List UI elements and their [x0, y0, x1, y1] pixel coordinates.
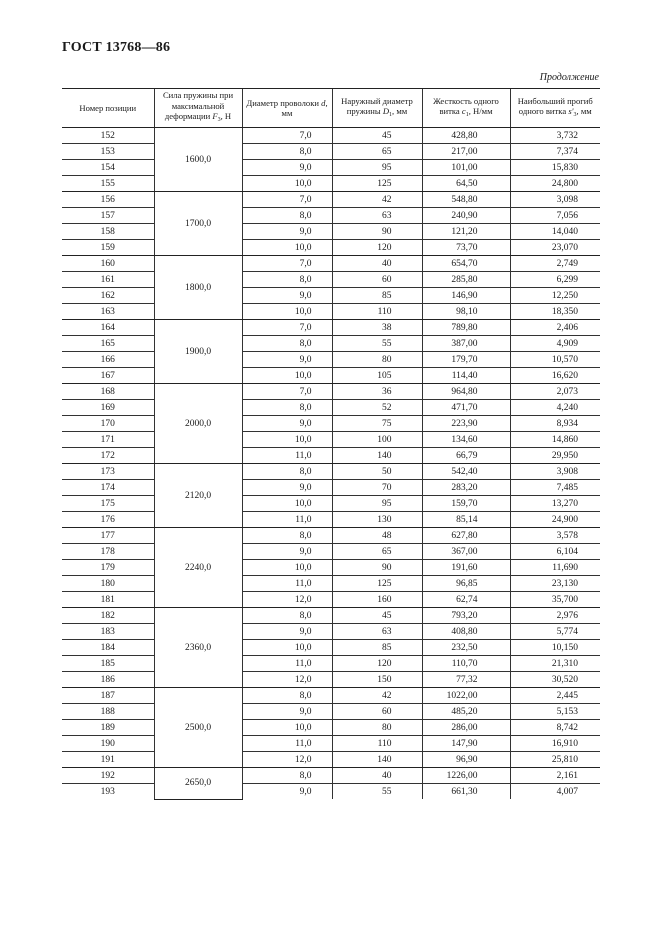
document-title: ГОСТ 13768—86 [62, 40, 171, 55]
outer-diameter-cell: 95 [332, 160, 422, 176]
position-cell: 154 [62, 160, 154, 176]
stiffness-cell: 147,90 [422, 736, 510, 752]
wire-diameter-cell: 10,0 [242, 240, 332, 256]
stiffness-cell: 110,70 [422, 656, 510, 672]
wire-diameter-cell: 8,0 [242, 400, 332, 416]
outer-diameter-cell: 95 [332, 496, 422, 512]
stiffness-cell: 232,50 [422, 640, 510, 656]
outer-diameter-cell: 45 [332, 128, 422, 144]
deflection-cell: 14,040 [510, 224, 600, 240]
outer-diameter-cell: 105 [332, 368, 422, 384]
deflection-cell: 2,406 [510, 320, 600, 336]
stiffness-cell: 627,80 [422, 528, 510, 544]
stiffness-cell: 98,10 [422, 304, 510, 320]
wire-diameter-cell: 8,0 [242, 608, 332, 624]
outer-diameter-cell: 38 [332, 320, 422, 336]
deflection-cell: 24,800 [510, 176, 600, 192]
outer-diameter-cell: 140 [332, 752, 422, 768]
wire-diameter-cell: 8,0 [242, 768, 332, 784]
outer-diameter-cell: 70 [332, 480, 422, 496]
deflection-cell: 2,073 [510, 384, 600, 400]
position-cell: 167 [62, 368, 154, 384]
position-cell: 189 [62, 720, 154, 736]
deflection-cell: 2,161 [510, 768, 600, 784]
position-cell: 180 [62, 576, 154, 592]
outer-diameter-cell: 110 [332, 304, 422, 320]
position-cell: 169 [62, 400, 154, 416]
table-row [62, 192, 600, 208]
deflection-cell: 4,007 [510, 784, 600, 800]
outer-diameter-cell: 85 [332, 640, 422, 656]
stiffness-cell: 217,00 [422, 144, 510, 160]
deflection-cell: 3,098 [510, 192, 600, 208]
position-cell: 161 [62, 272, 154, 288]
deflection-cell: 6,104 [510, 544, 600, 560]
wire-diameter-cell: 11,0 [242, 656, 332, 672]
position-cell: 178 [62, 544, 154, 560]
outer-diameter-cell: 75 [332, 416, 422, 432]
table-row [62, 480, 600, 496]
stiffness-cell: 286,00 [422, 720, 510, 736]
deflection-cell: 8,934 [510, 416, 600, 432]
outer-diameter-cell: 120 [332, 656, 422, 672]
wire-diameter-cell: 11,0 [242, 736, 332, 752]
wire-diameter-cell: 8,0 [242, 464, 332, 480]
wire-diameter-cell: 10,0 [242, 176, 332, 192]
spring-spec-table [62, 88, 600, 800]
table-row [62, 496, 600, 512]
deflection-cell: 21,310 [510, 656, 600, 672]
outer-diameter-cell: 85 [332, 288, 422, 304]
stiffness-cell: 548,80 [422, 192, 510, 208]
deflection-cell: 24,900 [510, 512, 600, 528]
position-cell: 174 [62, 480, 154, 496]
outer-diameter-cell: 150 [332, 672, 422, 688]
deflection-cell: 4,240 [510, 400, 600, 416]
position-cell: 162 [62, 288, 154, 304]
table-row [62, 752, 600, 768]
position-cell: 186 [62, 672, 154, 688]
position-cell: 163 [62, 304, 154, 320]
wire-diameter-cell: 8,0 [242, 144, 332, 160]
table-row [62, 656, 600, 672]
wire-diameter-cell: 10,0 [242, 496, 332, 512]
wire-diameter-cell: 8,0 [242, 272, 332, 288]
position-cell: 183 [62, 624, 154, 640]
wire-diameter-cell: 9,0 [242, 704, 332, 720]
deflection-cell: 2,749 [510, 256, 600, 272]
deflection-cell: 23,130 [510, 576, 600, 592]
outer-diameter-cell: 140 [332, 448, 422, 464]
wire-diameter-cell: 9,0 [242, 544, 332, 560]
deflection-cell: 5,774 [510, 624, 600, 640]
header-deflection: Наибольший прогиб одного витка $s'_3$, мм [510, 89, 600, 128]
table-row [62, 384, 600, 400]
wire-diameter-cell: 12,0 [242, 592, 332, 608]
wire-diameter-cell: 10,0 [242, 720, 332, 736]
position-cell: 159 [62, 240, 154, 256]
stiffness-cell: 542,40 [422, 464, 510, 480]
table-row [62, 768, 600, 784]
table-row [62, 624, 600, 640]
deflection-cell: 29,950 [510, 448, 600, 464]
stiffness-cell: 77,32 [422, 672, 510, 688]
deflection-cell: 16,620 [510, 368, 600, 384]
table-row [62, 208, 600, 224]
outer-diameter-cell: 90 [332, 224, 422, 240]
table-row [62, 224, 600, 240]
outer-diameter-cell: 120 [332, 240, 422, 256]
stiffness-cell: 64,50 [422, 176, 510, 192]
stiffness-cell: 114,40 [422, 368, 510, 384]
outer-diameter-cell: 63 [332, 624, 422, 640]
stiffness-cell: 191,60 [422, 560, 510, 576]
outer-diameter-cell: 125 [332, 576, 422, 592]
deflection-cell: 23,070 [510, 240, 600, 256]
table-row [62, 720, 600, 736]
wire-diameter-cell: 12,0 [242, 752, 332, 768]
stiffness-cell: 367,00 [422, 544, 510, 560]
position-cell: 193 [100, 786, 115, 797]
deflection-cell: 3,908 [510, 464, 600, 480]
table-row [62, 368, 600, 384]
stiffness-cell: 62,74 [422, 592, 510, 608]
stiffness-cell: 654,70 [422, 256, 510, 272]
stiffness-cell: 73,70 [422, 240, 510, 256]
stiffness-cell: 96,90 [422, 752, 510, 768]
stiffness-cell: 121,20 [422, 224, 510, 240]
stiffness-cell: 387,00 [422, 336, 510, 352]
table-row [62, 288, 600, 304]
stiffness-cell: 159,70 [422, 496, 510, 512]
force-cell: 2500,0 [154, 688, 242, 768]
outer-diameter-cell: 160 [332, 592, 422, 608]
table-row [62, 544, 600, 560]
force-cell: 2120,0 [154, 464, 242, 528]
table-row [62, 144, 600, 160]
deflection-cell: 7,056 [510, 208, 600, 224]
outer-diameter-cell: 55 [332, 784, 422, 800]
wire-diameter-cell: 9,0 [242, 480, 332, 496]
outer-diameter-cell: 42 [332, 192, 422, 208]
table-row [62, 160, 600, 176]
table-row [62, 256, 600, 272]
stiffness-cell: 240,90 [422, 208, 510, 224]
wire-diameter-cell: 7,0 [242, 256, 332, 272]
table-row [62, 336, 600, 352]
outer-diameter-cell: 80 [332, 720, 422, 736]
table-row [62, 784, 600, 800]
table-row [62, 416, 600, 432]
wire-diameter-cell: 10,0 [242, 432, 332, 448]
deflection-cell: 11,690 [510, 560, 600, 576]
table-row [62, 672, 600, 688]
stiffness-cell: 101,00 [422, 160, 510, 176]
table-row [62, 576, 600, 592]
deflection-cell: 8,742 [510, 720, 600, 736]
outer-diameter-cell: 125 [332, 176, 422, 192]
position-cell: 153 [62, 144, 154, 160]
table-header [62, 89, 600, 128]
table-row [62, 320, 600, 336]
position-cell: 165 [62, 336, 154, 352]
wire-diameter-cell: 11,0 [242, 448, 332, 464]
position-cell: 155 [62, 176, 154, 192]
position-cell: 166 [62, 352, 154, 368]
position-cell: 185 [62, 656, 154, 672]
deflection-cell: 2,976 [510, 608, 600, 624]
deflection-cell: 7,485 [510, 480, 600, 496]
stiffness-cell: 428,80 [422, 128, 510, 144]
position-cell: 182 [62, 608, 154, 624]
deflection-cell: 4,909 [510, 336, 600, 352]
stiffness-cell: 283,20 [422, 480, 510, 496]
stiffness-cell: 223,90 [422, 416, 510, 432]
header-position: Номер позиции [62, 89, 154, 128]
header-stiffness: Жесткость одного витка $c_1$, Н/мм [422, 89, 510, 128]
wire-diameter-cell: 9,0 [242, 784, 332, 800]
wire-diameter-cell: 11,0 [242, 576, 332, 592]
table-body [62, 128, 600, 800]
wire-diameter-cell: 10,0 [242, 560, 332, 576]
stiffness-cell: 793,20 [422, 608, 510, 624]
deflection-cell: 35,700 [510, 592, 600, 608]
wire-diameter-cell: 10,0 [242, 304, 332, 320]
wire-diameter-cell: 7,0 [242, 192, 332, 208]
stiffness-cell: 179,70 [422, 352, 510, 368]
table-row [62, 704, 600, 720]
position-cell: 160 [62, 256, 154, 272]
position-cell: 190 [62, 736, 154, 752]
position-cell: 156 [62, 192, 154, 208]
stiffness-cell: 471,70 [422, 400, 510, 416]
deflection-cell: 6,299 [510, 272, 600, 288]
position-cell: 192 [62, 768, 154, 784]
table-row [62, 432, 600, 448]
stiffness-cell: 408,80 [422, 624, 510, 640]
header-row [62, 89, 600, 128]
stiffness-cell: 96,85 [422, 576, 510, 592]
position-cell: 171 [62, 432, 154, 448]
wire-diameter-cell: 8,0 [242, 688, 332, 704]
deflection-cell: 18,350 [510, 304, 600, 320]
header-wire-diameter: Диаметр проволоки d, мм [242, 89, 332, 128]
force-cell: 2000,0 [154, 384, 242, 464]
force-cell: 2650,0 [154, 768, 242, 800]
outer-diameter-cell: 36 [332, 384, 422, 400]
deflection-cell: 16,910 [510, 736, 600, 752]
position-cell: 168 [62, 384, 154, 400]
wire-diameter-cell: 9,0 [242, 160, 332, 176]
position-cell: 176 [62, 512, 154, 528]
wire-diameter-cell: 10,0 [242, 640, 332, 656]
table-row [62, 128, 600, 144]
wire-diameter-cell: 9,0 [242, 288, 332, 304]
stiffness-cell: 134,60 [422, 432, 510, 448]
deflection-cell: 30,520 [510, 672, 600, 688]
force-cell: 1800,0 [154, 256, 242, 320]
outer-diameter-cell: 100 [332, 432, 422, 448]
position-cell: 173 [62, 464, 154, 480]
deflection-cell: 14,860 [510, 432, 600, 448]
table-row [62, 736, 600, 752]
stiffness-cell: 789,80 [422, 320, 510, 336]
outer-diameter-cell: 65 [332, 544, 422, 560]
stiffness-cell: 1022,00 [422, 688, 510, 704]
continuation-label: Продолжение [539, 72, 599, 83]
deflection-cell: 15,830 [510, 160, 600, 176]
force-cell: 1700,0 [154, 192, 242, 256]
force-cell: 1600,0 [154, 128, 242, 192]
outer-diameter-cell: 45 [332, 608, 422, 624]
outer-diameter-cell: 48 [332, 528, 422, 544]
deflection-cell: 3,578 [510, 528, 600, 544]
stiffness-cell: 1226,00 [422, 768, 510, 784]
table-row [62, 272, 600, 288]
position-cell: 181 [62, 592, 154, 608]
outer-diameter-cell: 63 [332, 208, 422, 224]
force-cell: 2360,0 [154, 608, 242, 688]
table-row [62, 608, 600, 624]
table-row [62, 560, 600, 576]
force-cell: 2240,0 [154, 528, 242, 608]
wire-diameter-cell: 10,0 [242, 368, 332, 384]
outer-diameter-cell: 50 [332, 464, 422, 480]
deflection-cell: 2,445 [510, 688, 600, 704]
table-row [62, 592, 600, 608]
stiffness-cell: 66,79 [422, 448, 510, 464]
table-row [62, 400, 600, 416]
position-cell: 172 [62, 448, 154, 464]
position-cell: 175 [62, 496, 154, 512]
deflection-cell: 5,153 [510, 704, 600, 720]
position-cell: 170 [62, 416, 154, 432]
position-cell: 152 [62, 128, 154, 144]
table-row [62, 464, 600, 480]
outer-diameter-cell: 110 [332, 736, 422, 752]
stiffness-cell: 964,80 [422, 384, 510, 400]
outer-diameter-cell: 65 [332, 144, 422, 160]
deflection-cell: 12,250 [510, 288, 600, 304]
outer-diameter-cell: 52 [332, 400, 422, 416]
position-cell: 184 [62, 640, 154, 656]
deflection-cell: 10,150 [510, 640, 600, 656]
table-row [62, 352, 600, 368]
force-cell: 1900,0 [154, 320, 242, 384]
wire-diameter-cell: 9,0 [242, 224, 332, 240]
table-row [62, 512, 600, 528]
deflection-cell: 7,374 [510, 144, 600, 160]
deflection-cell: 25,810 [510, 752, 600, 768]
deflection-cell: 3,732 [510, 128, 600, 144]
stiffness-cell: 485,20 [422, 704, 510, 720]
wire-diameter-cell: 9,0 [242, 352, 332, 368]
position-cell: 191 [62, 752, 154, 768]
outer-diameter-cell: 42 [332, 688, 422, 704]
wire-diameter-cell: 9,0 [242, 624, 332, 640]
position-cell: 177 [62, 528, 154, 544]
stiffness-cell: 146,90 [422, 288, 510, 304]
wire-diameter-cell: 12,0 [242, 672, 332, 688]
header-outer-diameter: Наружный диаметр пружины $D_1$, мм [332, 89, 422, 128]
position-cell: 157 [62, 208, 154, 224]
wire-diameter-cell: 11,0 [242, 512, 332, 528]
outer-diameter-cell: 130 [332, 512, 422, 528]
outer-diameter-cell: 40 [332, 256, 422, 272]
table-row [62, 640, 600, 656]
outer-diameter-cell: 90 [332, 560, 422, 576]
header-force: Сила пружины при максимальной деформации $F_3$, Н [154, 89, 242, 128]
table-row [62, 528, 600, 544]
outer-diameter-cell: 60 [332, 272, 422, 288]
outer-diameter-cell: 40 [332, 768, 422, 784]
position-cell: 164 [62, 320, 154, 336]
table-row [62, 688, 600, 704]
table-row [62, 448, 600, 464]
table-row [62, 176, 600, 192]
wire-diameter-cell: 8,0 [242, 336, 332, 352]
stiffness-cell: 285,80 [422, 272, 510, 288]
wire-diameter-cell: 7,0 [242, 384, 332, 400]
wire-diameter-cell: 8,0 [242, 208, 332, 224]
outer-diameter-cell: 55 [332, 336, 422, 352]
wire-diameter-cell: 7,0 [242, 320, 332, 336]
position-cell: 179 [62, 560, 154, 576]
table-row [62, 304, 600, 320]
stiffness-cell: 85,14 [422, 512, 510, 528]
outer-diameter-cell: 60 [332, 704, 422, 720]
deflection-cell: 10,570 [510, 352, 600, 368]
deflection-cell: 13,270 [510, 496, 600, 512]
outer-diameter-cell: 80 [332, 352, 422, 368]
position-cell: 187 [62, 688, 154, 704]
stiffness-cell: 661,30 [422, 784, 510, 800]
position-cell: 188 [62, 704, 154, 720]
wire-diameter-cell: 8,0 [242, 528, 332, 544]
wire-diameter-cell: 7,0 [242, 128, 332, 144]
wire-diameter-cell: 9,0 [242, 416, 332, 432]
position-cell: 158 [62, 224, 154, 240]
table-row [62, 240, 600, 256]
